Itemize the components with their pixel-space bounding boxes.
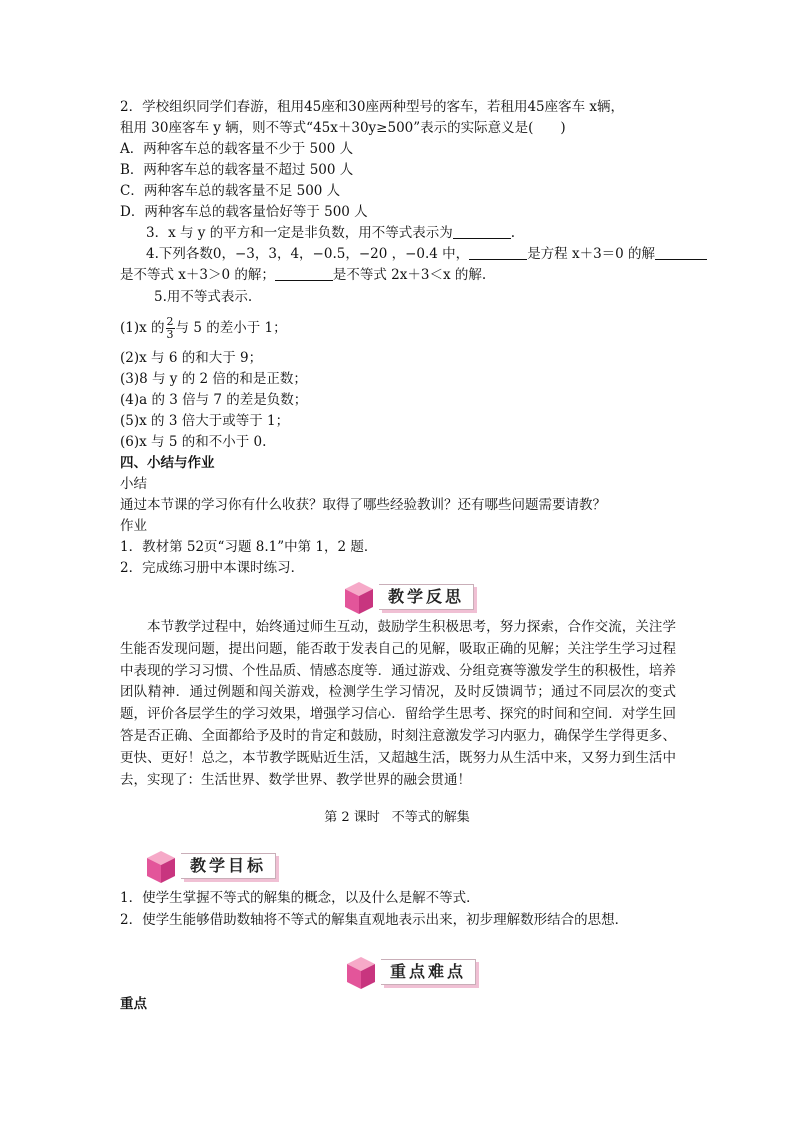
banner-reflection-label: 教学反思 (379, 584, 474, 610)
q4-line-1 (146, 244, 706, 265)
q2-option-d: D．两种客车总的载客量恰好等于 500 人 (120, 204, 368, 220)
q3-answer-blank[interactable] (453, 224, 511, 239)
key-points-label: 重点 (120, 996, 147, 1012)
pink-cube-icon (343, 955, 383, 991)
q4-text-1b: 是方程 x＋3＝0 的解 (527, 246, 656, 262)
q5-item-4: (4)a 的 3 倍与 7 的差是负数； (120, 392, 308, 408)
q4-text-1a: 4.下列各数0，−3，3，4，−0.5，−20 ，−0.4 中， (146, 246, 470, 262)
q2-line-2: 租用 30座客车 y 辆，则不等式“45x＋30y≥500”表示的实际意义是( ) (120, 120, 566, 136)
q4-line-2 (120, 265, 680, 286)
q5-item-1 (120, 310, 680, 346)
q5-item-1-post: 与 5 的差小于 1； (175, 320, 287, 336)
fraction-two-thirds (166, 316, 175, 341)
banner-objectives (143, 849, 283, 883)
banner-reflection (341, 580, 481, 614)
lesson-topic: 不等式的解集 (391, 810, 470, 825)
q4-answer-blank-1[interactable] (469, 245, 527, 260)
summary-subheading: 小结 (120, 476, 147, 492)
q3-end: . (510, 225, 515, 241)
lesson-number: 第 2 课时 (324, 810, 380, 825)
q4-answer-blank-2[interactable] (655, 245, 707, 260)
q5-title: 5.用不等式表示. (154, 289, 253, 305)
q3-line (146, 223, 706, 244)
q4-answer-blank-3[interactable] (275, 266, 333, 281)
banner-key-points-label: 重点难点 (381, 959, 476, 985)
q5-item-5: (5)x 的 3 倍大于或等于 1； (120, 413, 290, 429)
summary-text: 通过本节课的学习你有什么收获？取得了哪些经验教训？还有哪些问题需要请教？ (120, 497, 606, 513)
homework-item-2: 2．完成练习册中本课时练习． (120, 560, 305, 576)
pink-cube-icon (341, 580, 381, 616)
summary-heading: 四、小结与作业 (120, 455, 215, 471)
q2-option-a: A．两种客车总的载客量不少于 500 人 (120, 141, 354, 157)
q2-line-1: 2．学校组织同学们春游，租用45座和30座两种型号的客车，若租用45座客车 x辆， (120, 99, 625, 115)
fraction-denominator: 3 (166, 328, 174, 341)
lesson-title (0, 806, 794, 825)
fraction-numerator: 2 (166, 315, 174, 328)
q2-option-c: C．两种客车总的载客量不足 500 人 (120, 183, 341, 199)
q5-item-1-pre: (1)x 的 (120, 320, 165, 336)
objective-2: 2．使学生能够借助数轴将不等式的解集直观地表示出来，初步理解数形结合的思想． (120, 912, 629, 928)
pink-cube-icon (143, 849, 183, 885)
q5-item-3: (3)8 与 y 的 2 倍的和是正数； (120, 371, 307, 387)
q3-text: 3．x 与 y 的平方和一定是非负数，用不等式表示为 (146, 225, 453, 241)
q2-option-b: B．两种客车总的载客量不超过 500 人 (120, 162, 354, 178)
objective-1: 1．使学生掌握不等式的解集的概念，以及什么是解不等式． (120, 890, 480, 906)
homework-item-1: 1．教材第 52页“习题 8.1”中第 1，2 题． (120, 539, 378, 555)
homework-subheading: 作业 (120, 518, 147, 534)
q4-text-2a: 是不等式 x＋3＞0 的解； (120, 267, 275, 283)
banner-objectives-label: 教学目标 (181, 853, 276, 879)
banner-key-points (343, 955, 483, 989)
q5-item-2: (2)x 与 6 的和大于 9； (120, 350, 263, 366)
q5-item-6: (6)x 与 5 的和不小于 0. (120, 434, 267, 450)
q4-text-2b: 是不等式 2x＋3＜x 的解. (332, 267, 487, 283)
reflection-paragraph: 本节教学过程中，始终通过师生互动，鼓励学生积极思考，努力探索，合作交流，关注学生能否发现问题，提出问题，能否敢于发表自己的见解，吸取正确的见解；关注学生学习过程中表现的学习习惯、个性品质、情感态度等．通过游戏、分组竞赛等激发学生的积极性，培养团队精神．通过例题和闯关游戏，检测学生学习情况，及时反馈调节；通过不同层次的变式题，评价各层学生的学习效果，增强学习信心．留给学生思考、探究的时间和空间．对学生回答是否正确、全面都给予及时的肯定和鼓励，时刻注意激发学习内驱力，确保学生学得更多、更快、更好！总之，本节教学既贴近生活，又超越生活，既努力从生活中来，又努力到生活中去，实现了：生活世界、数学世界、教学世界的融会贯通！ (120, 619, 676, 788)
